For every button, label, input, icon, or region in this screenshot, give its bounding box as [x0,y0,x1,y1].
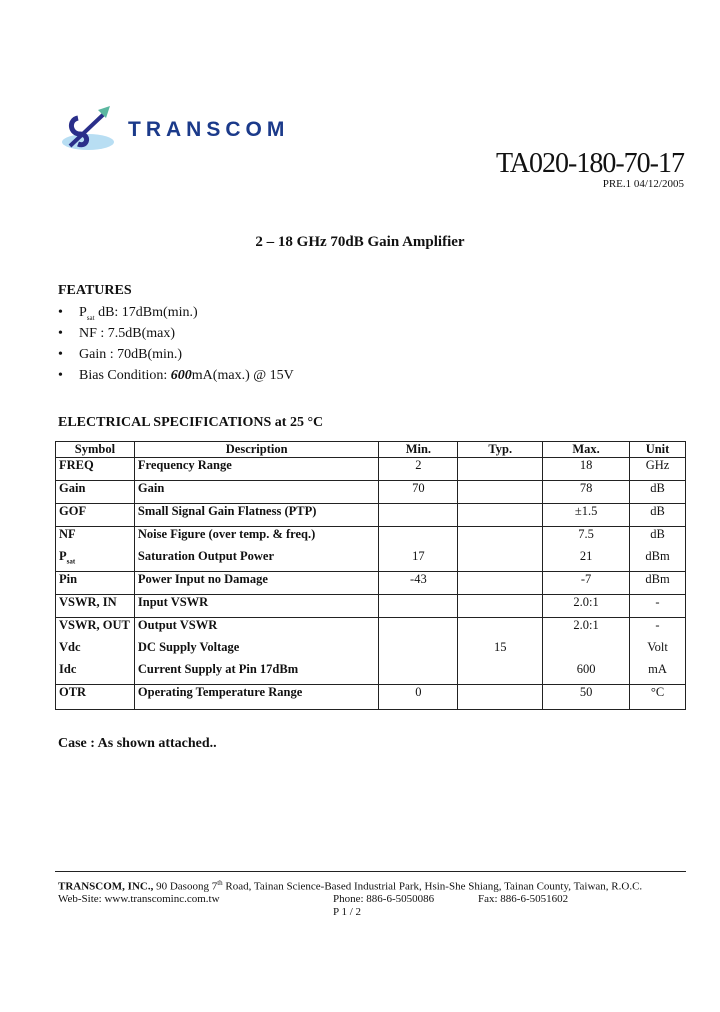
spec-table [55,441,686,710]
description-cell: Output VSWR [134,618,379,641]
symbol-cell: FREQ [56,458,135,481]
max-cell: 18 [543,458,630,481]
max-cell: 7.5 [543,527,630,550]
description-cell: Power Input no Damage [134,572,379,595]
symbol-cell: Vdc [56,640,135,662]
footer-address: TRANSCOM, INC., 90 Dasoong 7th Road, Tainan Science-Based Industrial Park, Hsin-She Shiang, Tainan County, Taiwan, R.O.C. [58,879,643,893]
typ-cell [458,662,543,685]
max-cell: 50 [543,685,630,710]
max-cell: ±1.5 [543,504,630,527]
min-cell [379,595,458,618]
table-row [56,527,686,550]
typ-cell [458,527,543,550]
table-row [56,618,686,641]
part-number: TA020-180-70-17 [495,148,684,179]
symbol-cell: GOF [56,504,135,527]
table-row [56,640,686,662]
col-header: Typ. [458,442,543,458]
symbol-cell: Pin [56,572,135,595]
table-row [56,549,686,572]
description-cell: Small Signal Gain Flatness (PTP) [134,504,379,527]
typ-cell [458,549,543,572]
unit-cell: - [630,595,686,618]
description-cell: Input VSWR [134,595,379,618]
unit-cell: dBm [630,549,686,572]
min-cell [379,527,458,550]
typ-cell [458,685,543,710]
list-item: • $P_{sat}$ dB: 17dBm(min.) [58,305,198,322]
table-row [56,458,686,481]
col-header: Description [134,442,379,458]
symbol-cell: Gain [56,481,135,504]
min-cell: 70 [379,481,458,504]
specs-heading: ELECTRICAL SPECIFICATIONS at 25 °C [58,415,324,430]
table-row [56,481,686,504]
table-header [56,442,686,458]
typ-cell [458,618,543,641]
list-item: • Bias Condition: 600mA(max.) @ 15V [58,368,294,383]
max-cell: -7 [543,572,630,595]
typ-cell [458,504,543,527]
revision-date: PRE.1 04/12/2005 [602,178,684,190]
features-list [58,302,294,386]
unit-cell: mA [630,662,686,685]
min-cell [379,504,458,527]
col-header: Max. [543,442,630,458]
unit-cell: Volt [630,640,686,662]
description-cell: Operating Temperature Range [134,685,379,710]
typ-cell [458,458,543,481]
col-header: Unit [630,442,686,458]
footer-website: Web-Site: www.transcominc.com.tw [58,893,220,905]
footer-phone: Phone: 886-6-5050086 [333,893,435,905]
min-cell [379,640,458,662]
min-cell: -43 [379,572,458,595]
description-cell: Gain [134,481,379,504]
symbol-cell: OTR [56,685,135,710]
unit-cell: - [630,618,686,641]
max-cell: 21 [543,549,630,572]
footer-divider [55,871,686,872]
min-cell: 0 [379,685,458,710]
table-row [56,572,686,595]
min-cell [379,618,458,641]
symbol-cell: NF [56,527,135,550]
unit-cell: dB [630,527,686,550]
features-heading: FEATURES [58,283,132,298]
max-cell: 600 [543,662,630,685]
page-number: P 1 / 2 [333,906,362,918]
unit-cell: GHz [630,458,686,481]
description-cell: Saturation Output Power [134,549,379,572]
max-cell: 2.0:1 [543,595,630,618]
list-item: • NF : 7.5dB(max) [58,326,176,341]
max-cell [543,640,630,662]
min-cell [379,662,458,685]
typ-cell: 15 [458,640,543,662]
case-note: Case : As shown attached.. [58,736,217,751]
unit-cell: dB [630,504,686,527]
unit-cell: dB [630,481,686,504]
description-cell: DC Supply Voltage [134,640,379,662]
unit-cell: °C [630,685,686,710]
table-row [56,662,686,685]
transcom-logo-icon [58,104,128,157]
table-row [56,685,686,710]
symbol-cell: VSWR, OUT [56,618,135,641]
typ-cell [458,481,543,504]
col-header: Symbol [56,442,135,458]
company-logo-text: TRANSCOM [128,118,290,141]
document-title: 2 – 18 GHz 70dB Gain Amplifier [255,234,465,250]
description-cell: Frequency Range [134,458,379,481]
table-row [56,595,686,618]
col-header: Min. [379,442,458,458]
unit-cell: dBm [630,572,686,595]
typ-cell [458,572,543,595]
description-cell: Current Supply at Pin 17dBm [134,662,379,685]
list-item: • Gain : 70dB(min.) [58,347,183,362]
min-cell: 17 [379,549,458,572]
symbol-cell: Idc [56,662,135,685]
max-cell: 2.0:1 [543,618,630,641]
footer-fax: Fax: 886-6-5051602 [478,893,569,905]
typ-cell [458,595,543,618]
description-cell: Noise Figure (over temp. & freq.) [134,527,379,550]
max-cell: 78 [543,481,630,504]
table-row [56,504,686,527]
symbol-cell: $P_{sat}$ [56,549,135,572]
min-cell: 2 [379,458,458,481]
symbol-cell: VSWR, IN [56,595,135,618]
